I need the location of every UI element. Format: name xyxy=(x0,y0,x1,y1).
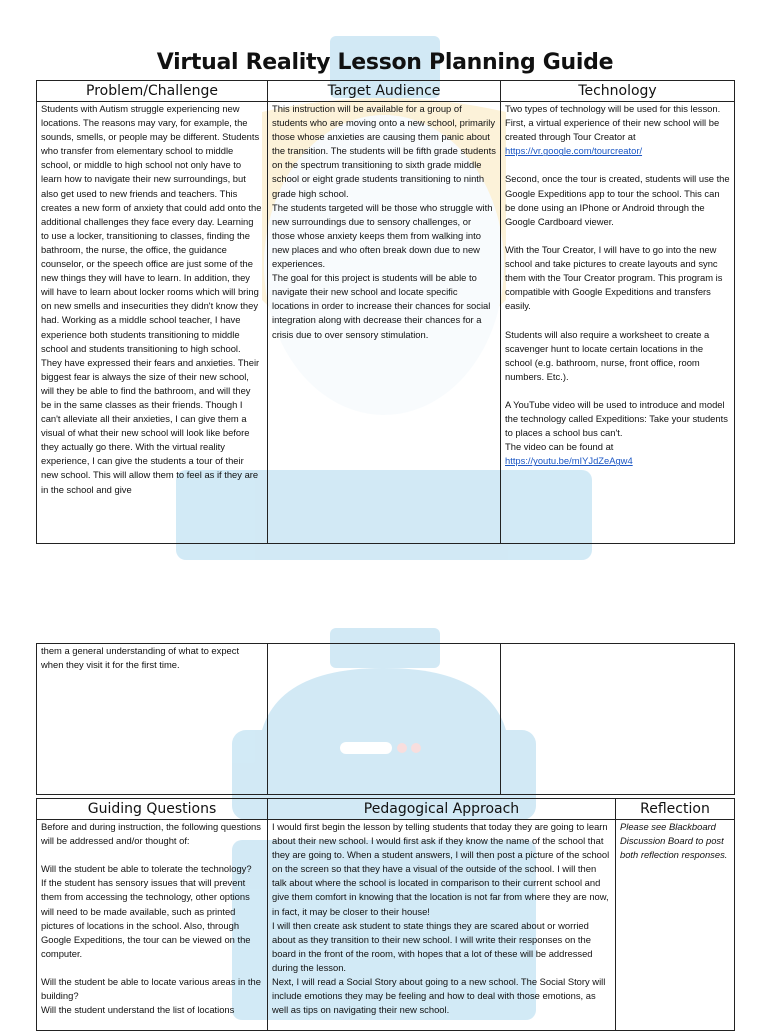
tech-paragraph-1: Two types of technology will be used for this lesson. First, a virtual experience of their new school will be created through Tour Creator at xyxy=(505,103,723,143)
header-guiding-questions: Guiding Questions xyxy=(37,799,268,820)
tech-paragraph-4: Students will also require a worksheet to create a scavenger hunt to locate certain locations in the school (e.g. bathroom, nurse, front office, room numbers. Etc.). xyxy=(505,328,712,382)
audience-paragraph-1: This instruction will be available for a group of students who are moving onto a new school, primarily those whose anxieties are causing them panic about the transition. The students will be fifth grade students on the spectrum transitioning to sixth grade middle school or eight grade students transitioning to ninth grade high school. xyxy=(272,103,499,199)
guiding-paragraph-3: If the student has sensory issues that will prevent them from accessing the technology, other options will need to be made available, such as printed pictures of locations in the school. Also, through Google Expeditions, the tour can be viewed on the computer. xyxy=(41,877,254,959)
youtube-video-link[interactable]: https://youtu.be/mIYJdZeAgw4 xyxy=(505,455,633,467)
pedagogy-paragraph-2: I will then create ask student to state things they are scared about or worried about as they transition to their new school. I will write their responses on the board in the front of the room, with hopes that a lot of these will be addressed during the lesson. xyxy=(272,919,596,973)
header-pedagogical-approach: Pedagogical Approach xyxy=(268,799,616,820)
pedagogy-paragraph-1: I would first begin the lesson by telling students that today they are going to learn about their new school. I would first ask if they know the name of the school that they are going to. When a student answers, I will then post a picture of the school on the screen so that they have a visual of the outside of the school. I will then talk about where the school is located in comparison to their current school and give them comfort in knowing that the location is not far from where they are now, in fact, it may be closer to their house! xyxy=(272,821,612,917)
problem-continued-text: them a general understanding of what to expect when they visit it for the first time. xyxy=(41,645,242,671)
planning-table-continuation xyxy=(36,643,735,795)
cell-pedagogical-approach xyxy=(268,820,616,1031)
cell-problem-continued xyxy=(37,644,268,795)
reflection-text: Please see Blackboard Discussion Board to post both reflection responses. xyxy=(620,821,728,861)
audience-paragraph-2: The students targeted will be those who struggle with new surroundings due to sensory challenges, or those whose anxiety keeps them from walking into new places and who often break down due to new experiences. xyxy=(272,201,496,270)
cell-problem-challenge xyxy=(37,102,268,544)
header-target-audience: Target Audience xyxy=(268,81,501,102)
tech-paragraph-2: Second, once the tour is created, students will use the Google Expeditions app to tour the school. This can be done using an IPhone or Android through the Google Cardboard viewer. xyxy=(505,173,733,227)
cell-target-audience xyxy=(268,102,501,544)
header-problem-challenge: Problem/Challenge xyxy=(37,81,268,102)
page-title: Virtual Reality Lesson Planning Guide xyxy=(156,50,614,75)
tour-creator-link[interactable]: https://vr.google.com/tourcreator/ xyxy=(505,145,643,157)
cell-technology-continued xyxy=(501,644,735,795)
cell-technology xyxy=(501,102,735,544)
guiding-paragraph-5: Will the student understand the list of locations xyxy=(41,1004,235,1016)
guiding-paragraph-4: Will the student be able to locate various areas in the building? xyxy=(41,976,264,1002)
tech-paragraph-6: The video can be found at xyxy=(505,441,614,453)
planning-table-bottom xyxy=(36,798,735,1031)
audience-paragraph-3: The goal for this project is students will be able to navigate their new school and locate specific locations in order to increase their chances for social integration along with decrease their chances for a crisis due to over sensory stimulation. xyxy=(272,272,493,340)
cell-reflection xyxy=(616,820,735,1031)
header-reflection: Reflection xyxy=(616,799,735,820)
planning-table-top xyxy=(36,80,735,544)
cell-guiding-questions xyxy=(37,820,268,1031)
problem-text: Students with Autism struggle experiencing new locations. The reasons may vary, for example, the sounds, smells, or people may be different. Students who transfer from elementary school to middle school, or middle to high school not only have to learn how to navigate their new surroundings, but also get used to new friends and teachers. This creates a new form of anxiety that could add onto the additional challenges they face every day. Learning to use a locker, transitioning to classes, finding the bathroom, the nurse, the office, the guidance counselor, or the speech office are just some of the new things they will have to learn. In addition, they will have to learn about locker rooms which will bring on new smells and insecurities they didn't know they had. Working as a middle school teacher, I have experience both students transitioning to middle school and students transitioning to high school. They have expressed their fears and anxieties. Their biggest fear is always the size of their new school, will they be able to find the bathroom, and will they be in the same classes as their friends. Though I can't alleviate all their anxieties, I can give them a visual of what their new school will look like before they actually go there. With the virtual reality experience, I can give the students a tour of their new school. This will allow them to feel as if they are in the school and give xyxy=(41,103,265,495)
tech-paragraph-5: A YouTube video will be used to introduce and model the technology called Expeditions: Take your students to places a school bus can't. xyxy=(505,398,731,439)
header-technology: Technology xyxy=(501,81,735,102)
pedagogy-paragraph-3: Next, I will read a Social Story about going to a new school. The Social Story will include emotions they may be feeling and how to deal with those emotions, as well as tips on navigating their new school. xyxy=(272,976,608,1016)
guiding-paragraph-2: Will the student be able to tolerate the technology? xyxy=(41,863,252,875)
cell-audience-continued xyxy=(268,644,501,795)
guiding-paragraph-1: Before and during instruction, the following questions will be addressed and/or thought of: xyxy=(41,821,264,847)
tech-paragraph-3: With the Tour Creator, I will have to go into the new school and take pictures to create layouts and sync them with the Tour Creator program. This program is compatible with Google Expeditions and transfers easily. xyxy=(505,243,726,312)
